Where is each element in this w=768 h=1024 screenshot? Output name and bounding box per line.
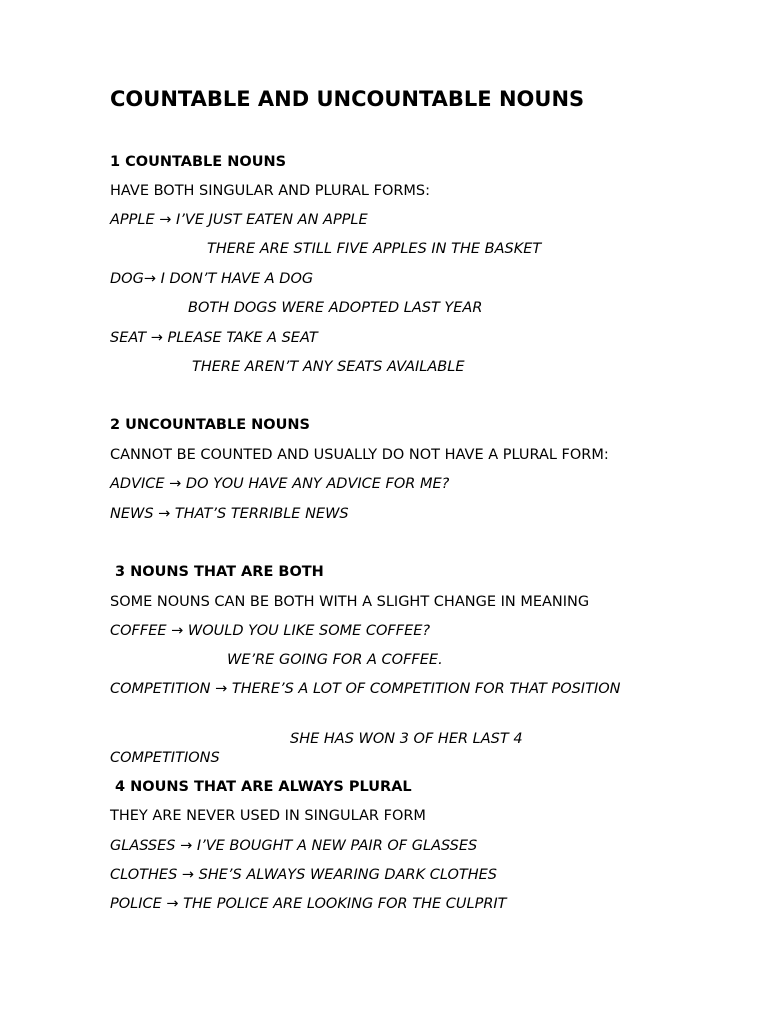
example-line: COMPETITIONS xyxy=(110,750,220,766)
example-line: SEAT → PLEASE TAKE A SEAT xyxy=(110,330,318,346)
section-heading-always-plural: 4 NOUNS THAT ARE ALWAYS PLURAL xyxy=(115,779,412,795)
example-line: GLASSES → I’VE BOUGHT A NEW PAIR OF GLASSES xyxy=(110,838,478,854)
example-line: ADVICE → DO YOU HAVE ANY ADVICE FOR ME? xyxy=(110,476,450,492)
page-title: COUNTABLE AND UNCOUNTABLE NOUNS xyxy=(110,87,585,111)
example-line: THERE AREN’T ANY SEATS AVAILABLE xyxy=(192,359,465,375)
example-line: BOTH DOGS WERE ADOPTED LAST YEAR xyxy=(188,300,483,316)
section-heading-uncountable: 2 UNCOUNTABLE NOUNS xyxy=(110,417,310,433)
section-heading-countable: 1 COUNTABLE NOUNS xyxy=(110,154,287,170)
example-line: APPLE → I’VE JUST EATEN AN APPLE xyxy=(110,212,368,228)
example-line: POLICE → THE POLICE ARE LOOKING FOR THE CULPRIT xyxy=(110,896,507,912)
example-line: WE’RE GOING FOR A COFFEE. xyxy=(227,652,443,668)
example-line: CLOTHES → SHE’S ALWAYS WEARING DARK CLOTHES xyxy=(110,867,498,883)
section-description: HAVE BOTH SINGULAR AND PLURAL FORMS: xyxy=(110,183,431,199)
section-description: THEY ARE NEVER USED IN SINGULAR FORM xyxy=(110,808,426,824)
example-line: COMPETITION → THERE’S A LOT OF COMPETITION FOR THAT POSITION xyxy=(110,681,621,697)
section-description: SOME NOUNS CAN BE BOTH WITH A SLIGHT CHANGE IN MEANING xyxy=(110,594,590,610)
example-line: DOG→ I DON’T HAVE A DOG xyxy=(110,271,314,287)
section-description: CANNOT BE COUNTED AND USUALLY DO NOT HAVE A PLURAL FORM: xyxy=(110,447,609,463)
example-line: NEWS → THAT’S TERRIBLE NEWS xyxy=(110,506,349,522)
example-line: THERE ARE STILL FIVE APPLES IN THE BASKET xyxy=(207,241,542,257)
section-heading-both: 3 NOUNS THAT ARE BOTH xyxy=(115,564,324,580)
example-line: COFFEE → WOULD YOU LIKE SOME COFFEE? xyxy=(110,623,431,639)
example-line: SHE HAS WON 3 OF HER LAST 4 xyxy=(290,731,523,747)
